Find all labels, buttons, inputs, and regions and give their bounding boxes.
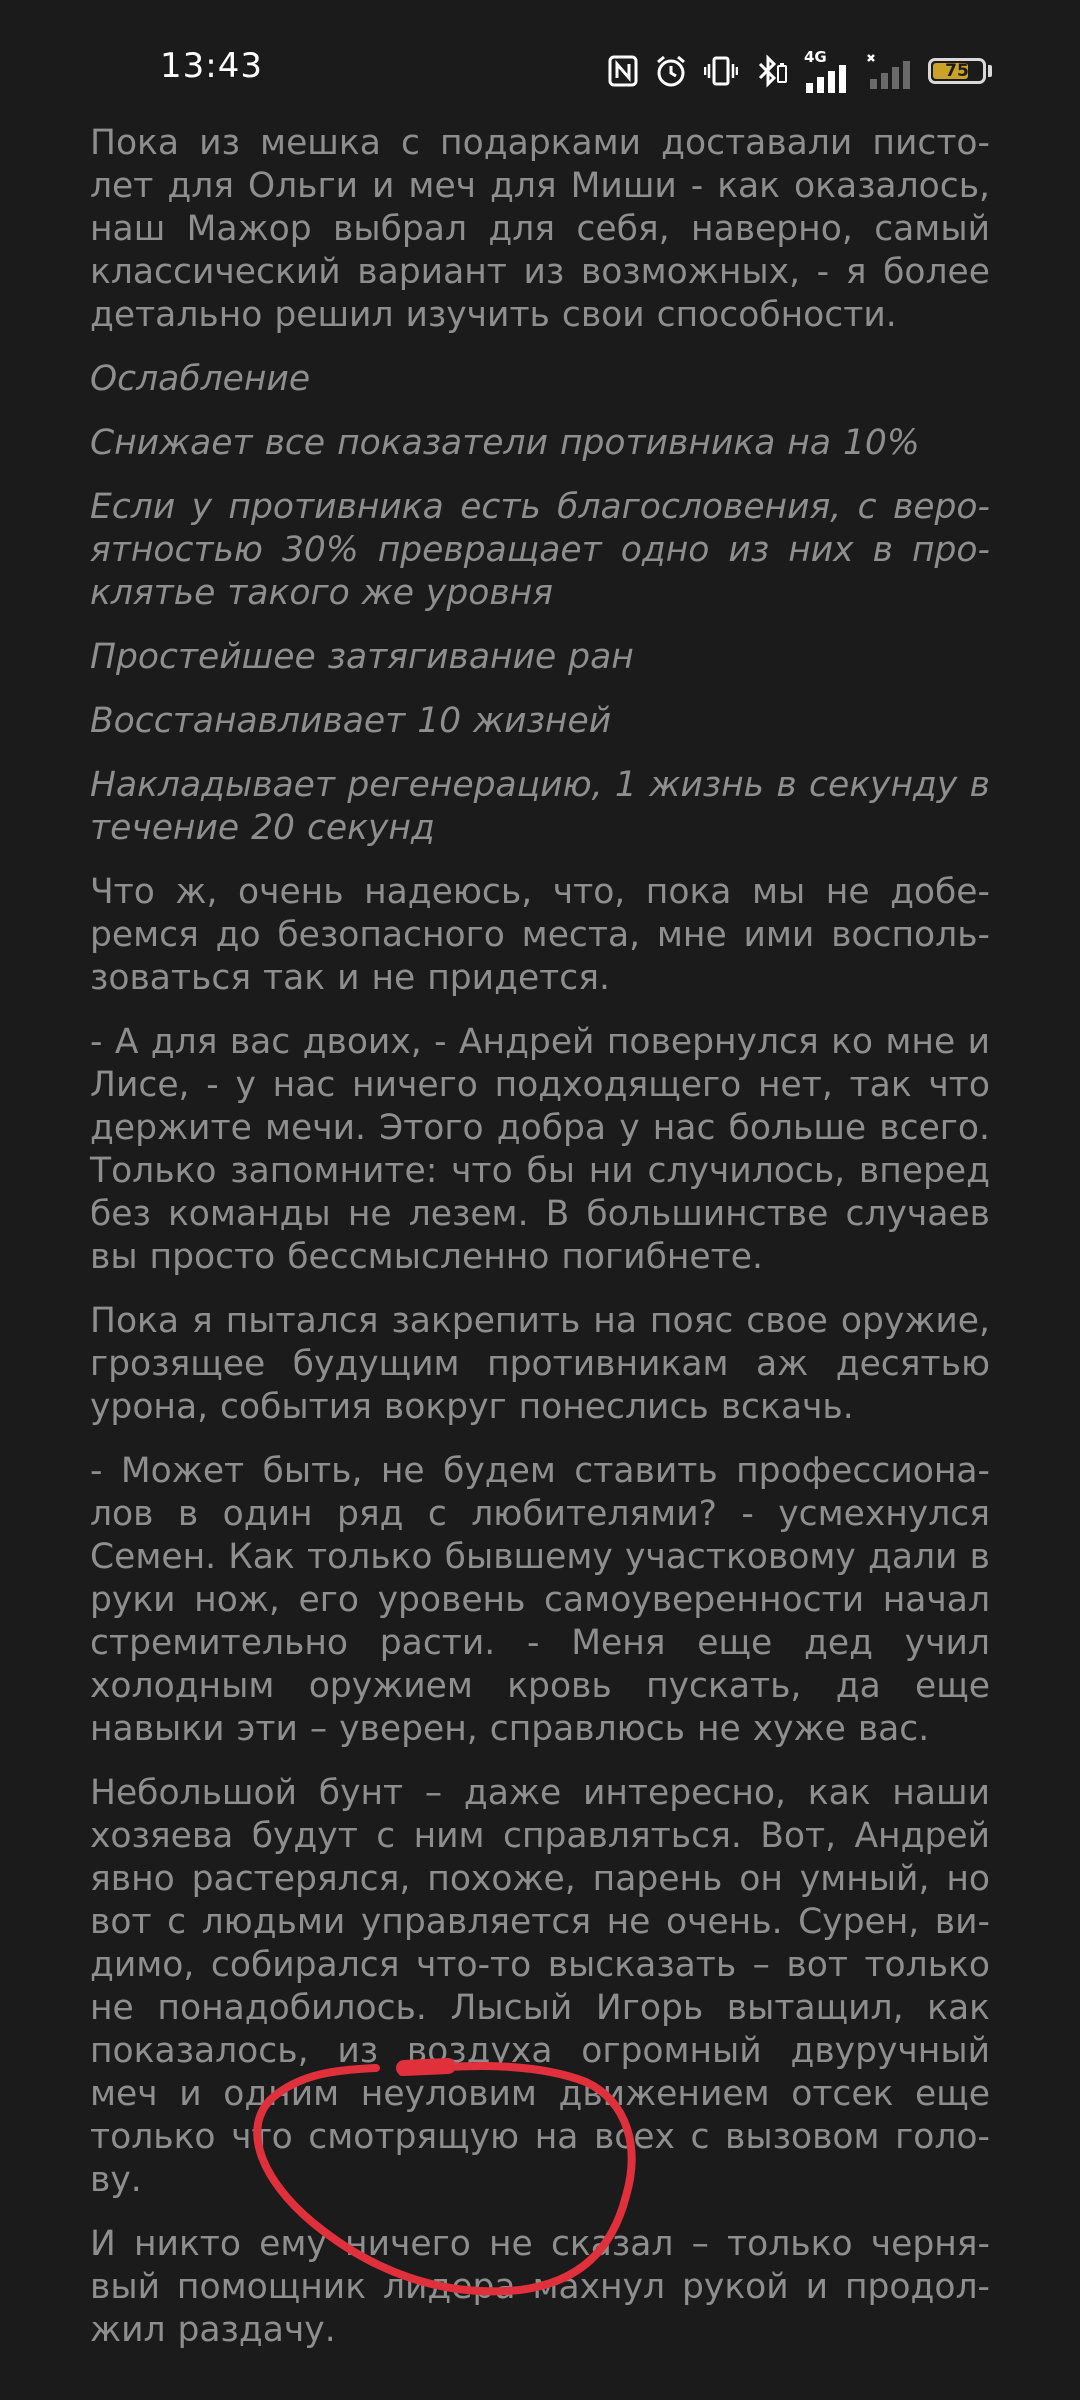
story-paragraph: - А для вас двоих, - Андрей повернулся ко мне и Лисе, - у нас ничего подходящего нет, так что держите мечи. Этого добра у нас больше всего. Только запомните: что бы ни случилось, вперед без команды не лезем. В большинстве случаев вы просто бессмысленно погибнете. (90, 1022, 990, 1277)
story-paragraph: Пока я пытался закрепить на пояс свое оружие, грозящее будущим противникам аж десятью урона, события вокруг понеслись вскачь. (90, 1301, 990, 1427)
story-paragraph: И никто ему ничего не сказал – только чернявый помощник лидера махнул рукой и продолжил раздачу. (90, 2224, 990, 2350)
alarm-icon (654, 54, 688, 88)
signal-4g-icon (804, 47, 850, 93)
story-paragraph: Небольшой бунт – даже интересно, как наши хозяева будут с ним справляться. Вот, Андрей явно растерялся, похоже, парень он умный, но вот с людьми управляется не очень. Сурен, видимо, собирался что-то высказать – вот только не понадобилось. Лысый Игорь вытащил, как показалось, из воздуха огромный двуручный меч и одним неуловим движением отсек еще только что смотрящую на всех с вызовом голову. (90, 1773, 990, 2200)
nfc-icon (608, 55, 638, 87)
bluetooth-icon (754, 54, 788, 88)
ability-line: Если у противника есть благословения, с вероятностью 30% превращает одно из них в проклятье такого же уровня (90, 487, 990, 613)
battery-level: 75 (945, 61, 969, 81)
vibrate-icon (704, 55, 738, 87)
story-paragraph: Что ж, очень надеюсь, что, пока мы не доберемся до безопасного места, мне ими воспользоваться так и не придется. (90, 872, 990, 998)
battery-cap (988, 65, 992, 77)
ability-line: Восстанавливает 10 жизней (90, 701, 612, 741)
status-bar (0, 0, 1080, 130)
battery-body (928, 58, 986, 84)
network-type-label: 4G (804, 47, 827, 66)
book-reader-text[interactable] (90, 122, 990, 2373)
ability-line: Снижает все показатели противника на 10% (90, 423, 920, 463)
ability-line: Простейшее затягивание ран (90, 637, 634, 677)
clock-time: 13:43 (160, 46, 263, 86)
status-icons (608, 47, 992, 92)
battery-icon (928, 58, 986, 84)
ability-line: Ослабление (90, 359, 311, 399)
ability-line: Накладывает регенерацию, 1 жизнь в секунду в течение 20 секунд (90, 765, 990, 848)
signal-sim2-icon (866, 53, 912, 89)
story-paragraph: Пока из мешка с подарками доставали пистолет для Ольги и меч для Миши - как оказалось, наш Мажор выбрал для себя, наверно, самый классический вариант из возможных, - я более детально решил изучить свои способности. (90, 123, 990, 335)
story-paragraph: - Может быть, не будем ставить профессионалов в один ряд с любителями? - усмехнулся Семен. Как только бывшему участковому дали в руки нож, его уровень самоуверенности начал стремительно расти. - Меня еще дед учил холодным оружием кровь пускать, да еще навыки эти – уверен, справлюсь не хуже вас. (90, 1451, 990, 1749)
